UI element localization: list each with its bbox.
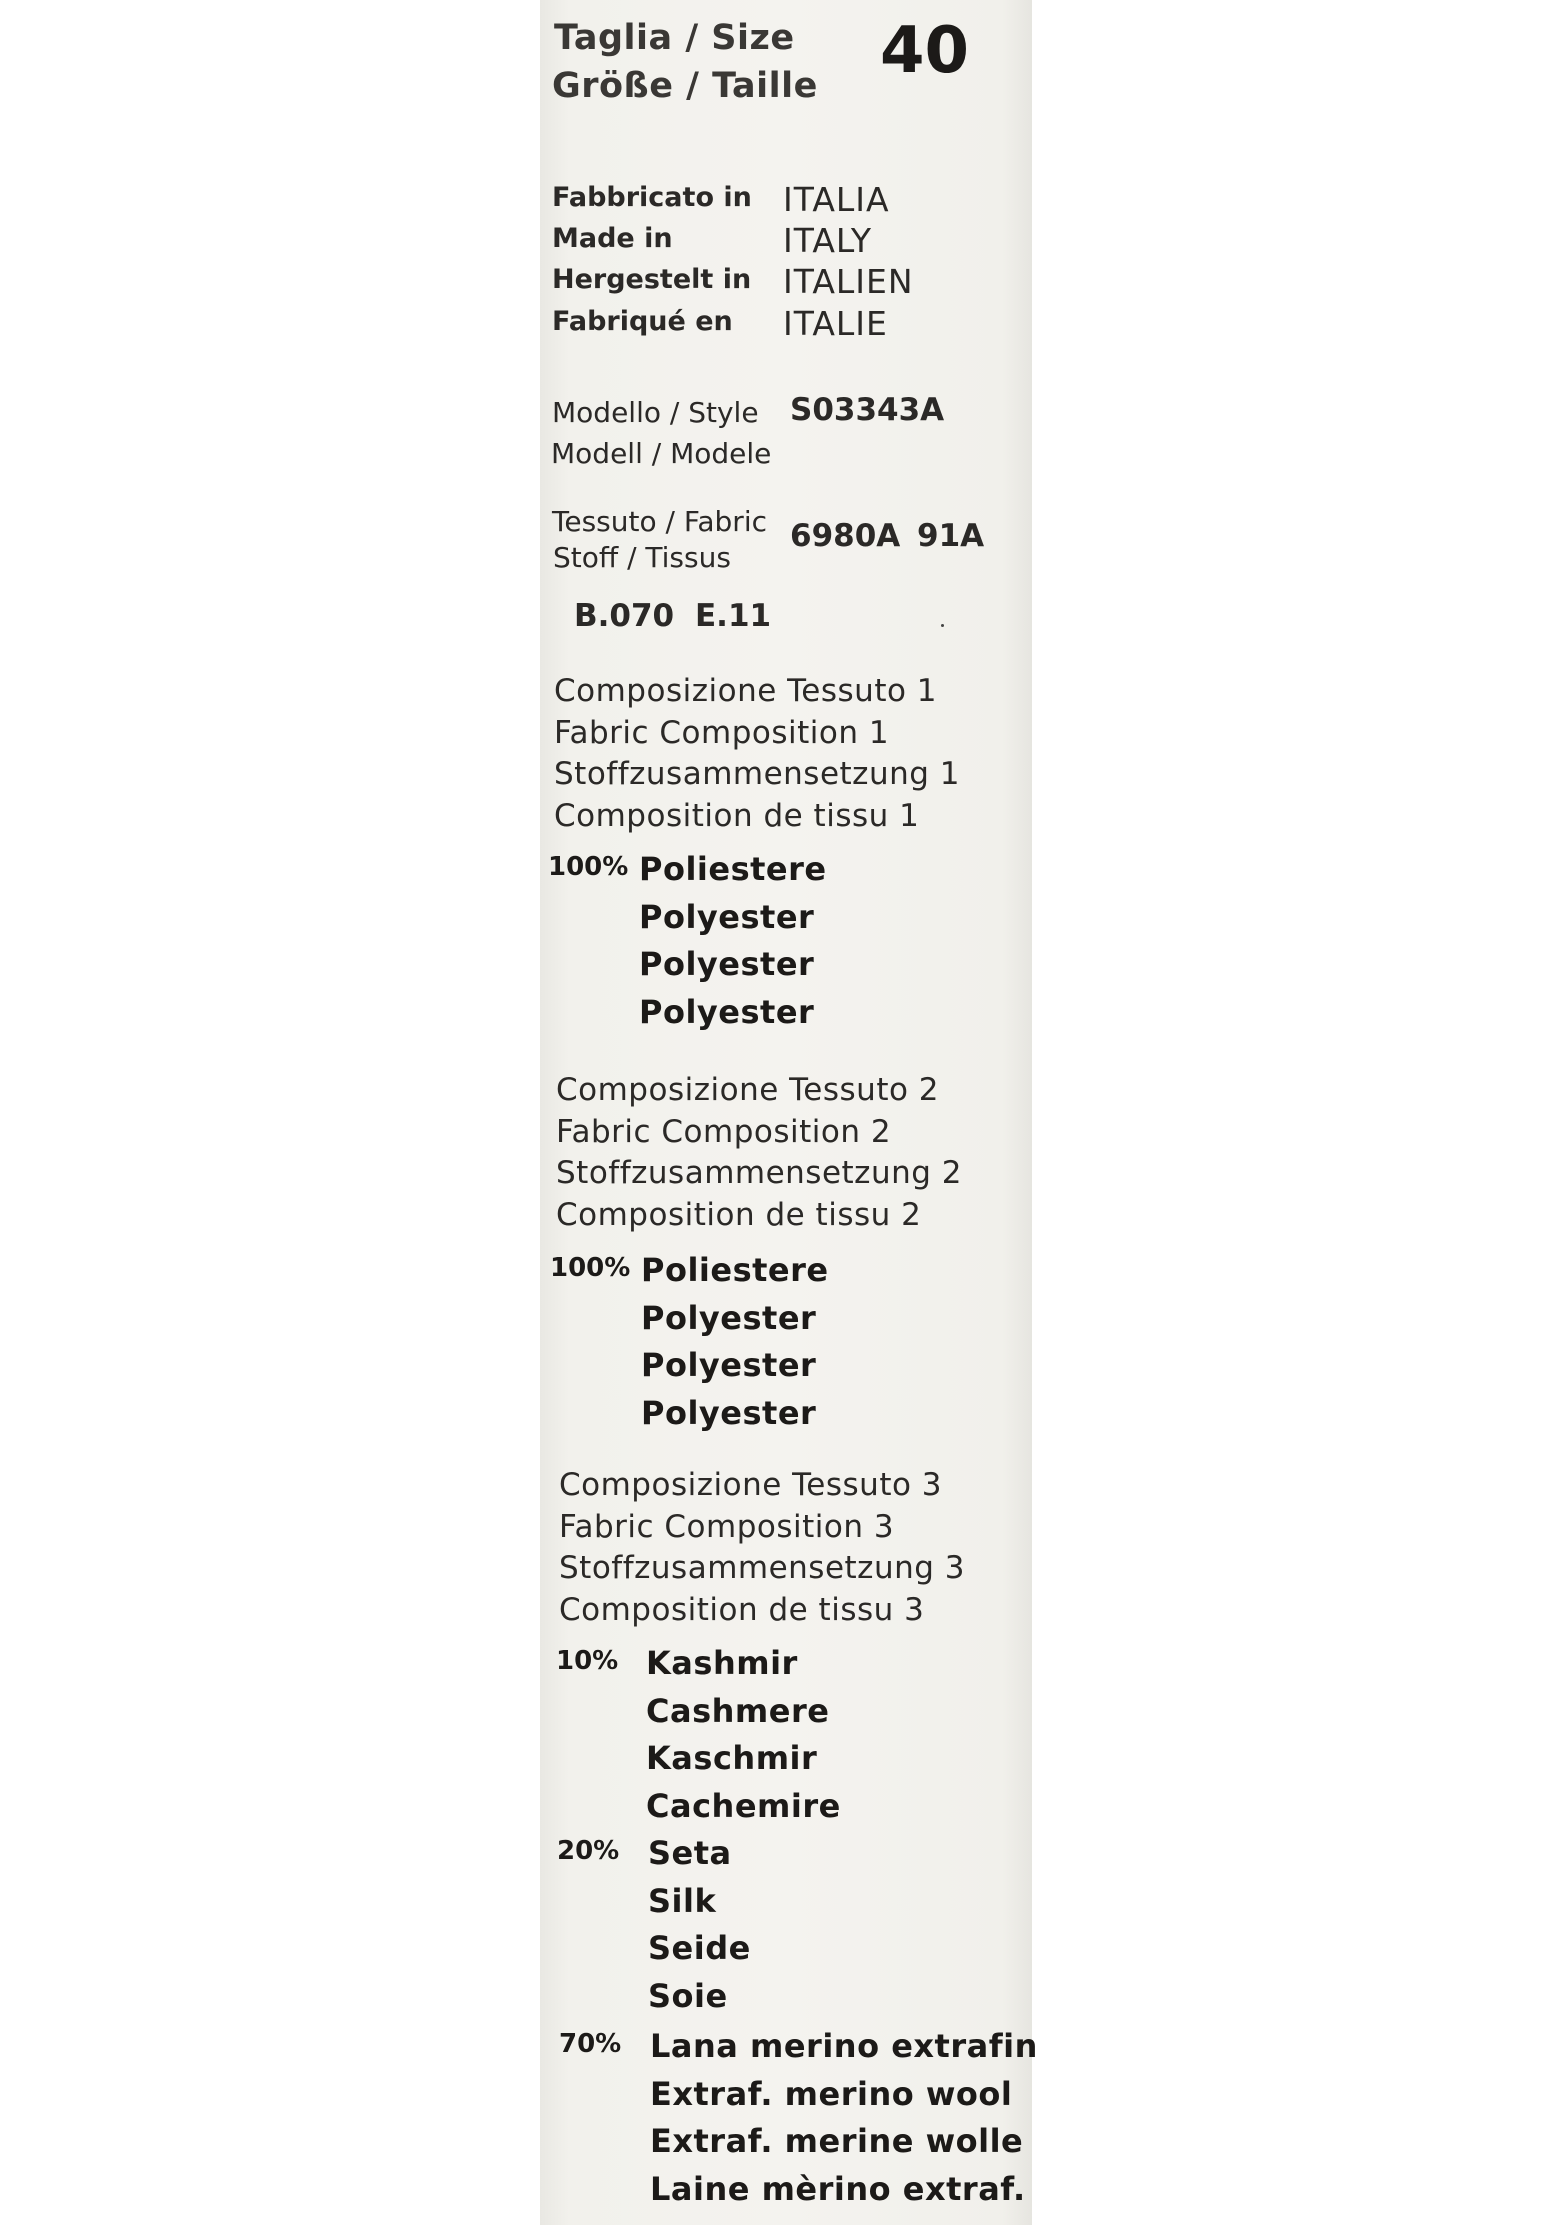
origin-value: ITALY [783, 221, 873, 260]
composition-heading: Stoffzusammensetzung 1 [554, 756, 961, 792]
composition-heading: Fabric Composition 3 [559, 1508, 895, 1545]
origin-value: ITALIA [783, 180, 890, 219]
composition-3-material-3 [650, 2023, 1038, 2213]
fabric-label-line2: Stoff / Tissus [553, 541, 731, 574]
origin-label: Fabbricato in [552, 182, 752, 213]
material-name: Polyester [641, 1298, 817, 1337]
composition-2-headings [556, 1070, 962, 1236]
material-name: Extraf. merino wool [650, 2074, 1013, 2113]
fabric-code-2: 91A [917, 518, 985, 554]
material-name: Poliestere [641, 1251, 829, 1289]
material-name: Poliestere [639, 850, 827, 888]
material-name: Kashmir [646, 1644, 798, 1682]
batch-code-b: B.070 [574, 598, 675, 634]
origin-label: Fabriqué en [552, 306, 733, 337]
composition-heading: Stoffzusammensetzung 3 [559, 1550, 966, 1586]
material-percent: 70% [559, 2029, 622, 2059]
material-percent: 100% [550, 1253, 631, 1283]
material-name: Laine mèrino extraf. [650, 2169, 1026, 2208]
material-name: Polyester [639, 897, 815, 936]
composition-1-headings [554, 671, 960, 837]
origin-value: ITALIE [783, 304, 888, 343]
model-label-line1: Modello / Style [552, 396, 759, 429]
fabric-label-line1: Tessuto / Fabric [552, 505, 767, 538]
composition-heading: Composition de tissu 2 [556, 1196, 922, 1233]
material-name: Seta [648, 1834, 732, 1872]
composition-heading: Composizione Tessuto 1 [554, 673, 938, 709]
model-value: S03343A [790, 392, 945, 428]
composition-heading: Composition de tissu 3 [559, 1591, 925, 1628]
material-name: Polyester [639, 945, 815, 983]
origin-value: ITALIEN [783, 262, 914, 301]
composition-3-headings [559, 1465, 965, 1631]
model-label-line2: Modell / Modele [551, 437, 772, 470]
composition-heading: Fabric Composition 1 [554, 714, 890, 751]
material-name: Soie [648, 1976, 728, 2015]
size-label-line1: Taglia / Size [554, 18, 795, 58]
origin-label: Made in [552, 223, 673, 254]
size-label-line2: Größe / Taille [552, 66, 818, 106]
size-value: 40 [880, 14, 970, 88]
origin-label: Hergestelt in [552, 264, 752, 295]
material-name: Polyester [639, 992, 815, 1031]
material-percent: 10% [556, 1646, 619, 1676]
material-name: Silk [648, 1881, 717, 1920]
composition-2-materials [641, 1247, 829, 1437]
composition-heading: Composizione Tessuto 3 [559, 1467, 943, 1503]
material-name: Polyester [641, 1346, 817, 1384]
material-percent: 20% [557, 1836, 620, 1866]
material-name: Extraf. merine wolle [650, 2122, 1024, 2160]
fabric-code-1: 6980A [790, 518, 901, 554]
material-name: Seide [648, 1929, 751, 1967]
composition-3-material-2 [648, 1830, 751, 2020]
composition-1-materials [639, 846, 827, 1036]
print-dot [941, 624, 944, 627]
composition-heading: Fabric Composition 2 [556, 1113, 892, 1150]
material-percent: 100% [548, 852, 629, 882]
material-name: Kaschmir [646, 1739, 818, 1777]
material-name: Cachemire [646, 1786, 841, 1825]
composition-heading: Stoffzusammensetzung 2 [556, 1155, 963, 1191]
material-name: Cashmere [646, 1691, 830, 1730]
composition-heading: Composizione Tessuto 2 [556, 1072, 940, 1108]
composition-heading: Composition de tissu 1 [554, 797, 920, 834]
material-name: Lana merino extrafin [650, 2027, 1038, 2065]
composition-3-material-1 [646, 1640, 841, 1830]
batch-code-e: E.11 [695, 598, 772, 634]
material-name: Polyester [641, 1393, 817, 1432]
